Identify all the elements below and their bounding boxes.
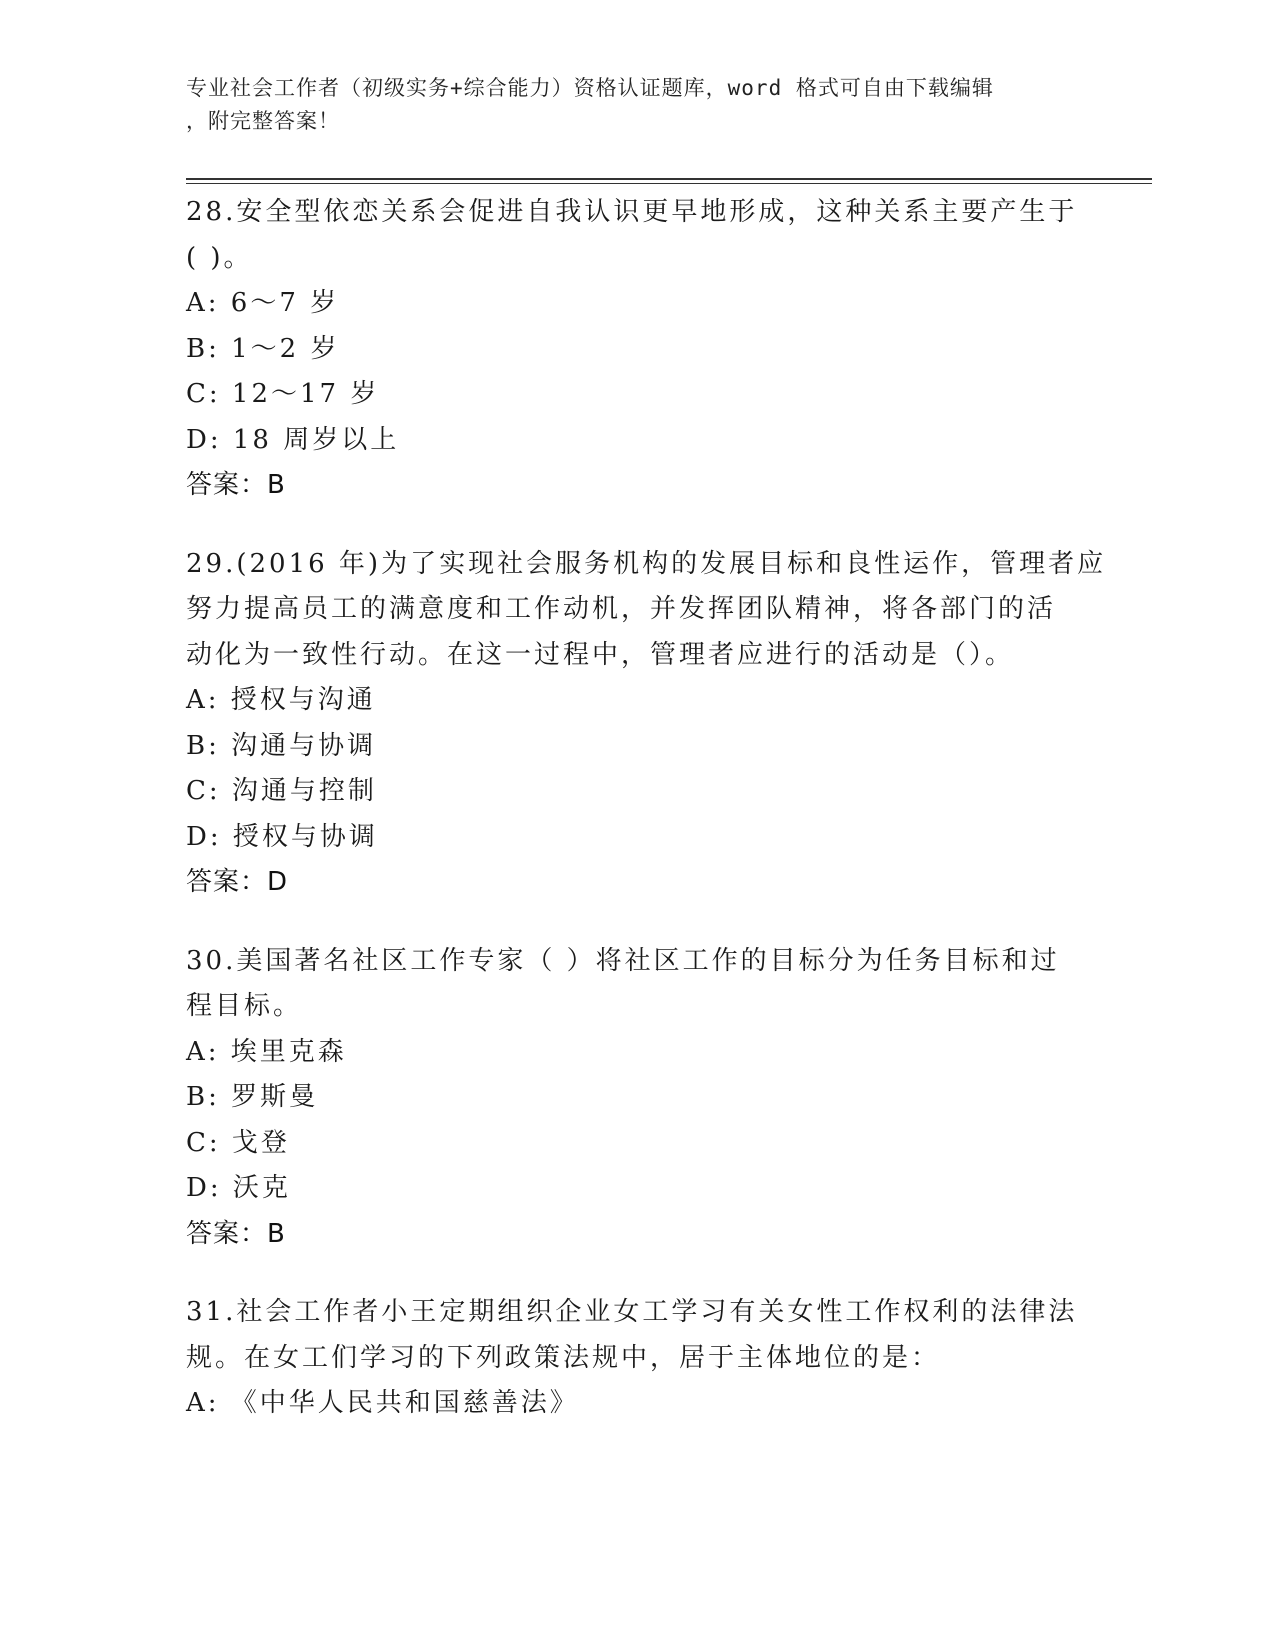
answer-line: 答案：B — [186, 470, 286, 500]
option-c: C: 戈登 — [186, 1127, 290, 1158]
option-b: B: 1～2 岁 — [186, 333, 340, 364]
header-divider-thick — [186, 178, 1152, 180]
option-d: D: 授权与协调 — [186, 821, 378, 852]
question-29 — [186, 542, 1107, 906]
question-stem-line: ( )。 — [186, 242, 253, 273]
option-b: B: 罗斯曼 — [186, 1082, 319, 1112]
question-28 — [186, 190, 1086, 509]
question-stem-line: 程目标。 — [186, 991, 303, 1021]
option-c: C: 12～17 岁 — [186, 379, 380, 409]
question-stem-line: 动化为一致性行动。在这一过程中，管理者应进行的活动是（）。 — [186, 639, 1015, 670]
question-stem-line: 努力提高员工的满意度和工作动机，并发挥团队精神，将各部门的活 — [186, 594, 1057, 624]
question-stem-line: 29.(2016 年)为了实现社会服务机构的发展目标和良性运作，管理者应 — [186, 548, 1107, 579]
option-c: C: 沟通与控制 — [186, 776, 377, 806]
option-a: A: 6～7 岁 — [186, 288, 340, 318]
question-stem-line: 28.安全型依恋关系会促进自我认识更早地形成，这种关系主要产生于 — [186, 197, 1078, 227]
question-stem-line: 规。在女工们学习的下列政策法规中，居于主体地位的是： — [186, 1342, 941, 1373]
header-divider-thin — [186, 183, 1152, 184]
header-line-2: ，附完整答案！ — [186, 109, 340, 133]
question-stem-line: 31.社会工作者小王定期组织企业女工学习有关女性工作权利的法律法 — [186, 1297, 1078, 1327]
option-a: A: 授权与沟通 — [186, 685, 376, 715]
question-stem-line: 30.美国著名社区工作专家（ ）将社区工作的目标分为任务目标和过 — [186, 945, 1060, 976]
option-a: A: 《中华人民共和国慈善法》 — [186, 1388, 579, 1418]
answer-line: 答案：D — [186, 867, 289, 897]
answer-line: 答案：B — [186, 1218, 286, 1249]
option-d: D: 18 周岁以上 — [186, 424, 400, 455]
document-header — [186, 72, 1086, 138]
question-30 — [186, 939, 1086, 1258]
header-line-1: 专业社会工作者（初级实务+综合能力）资格认证题库，word 格式可自由下载编辑 — [186, 76, 994, 100]
question-list — [186, 190, 1107, 1460]
option-b: B: 沟通与协调 — [186, 730, 377, 761]
option-a: A: 埃里克森 — [186, 1036, 347, 1067]
question-31 — [186, 1290, 1086, 1427]
option-d: D: 沃克 — [186, 1173, 291, 1203]
